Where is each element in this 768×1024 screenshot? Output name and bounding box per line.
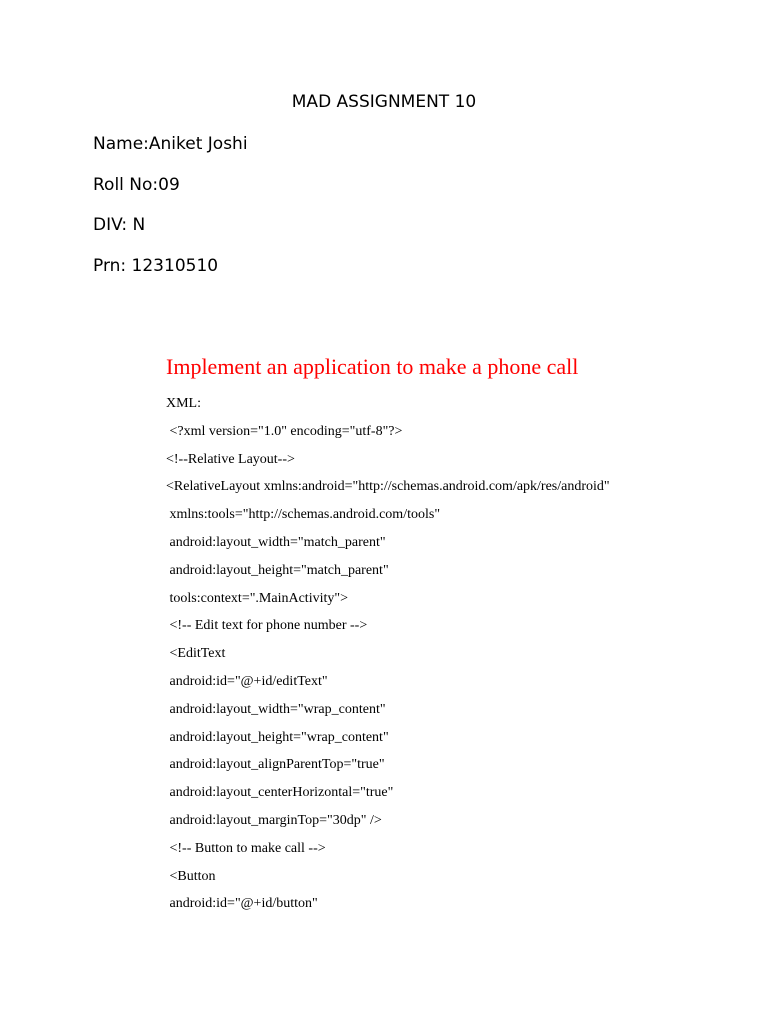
code-line: android:layout_centerHorizontal="true" xyxy=(166,785,394,801)
prn-number: Prn: 12310510 xyxy=(93,256,219,276)
code-line: <!--Relative Layout--> xyxy=(166,451,295,467)
code-line: android:layout_height="wrap_content" xyxy=(166,729,389,745)
code-line: android:layout_height="match_parent" xyxy=(166,562,389,578)
xml-code-block xyxy=(166,394,610,922)
division: DIV: N xyxy=(93,215,146,235)
code-line: <!-- Edit text for phone number --> xyxy=(166,618,368,634)
roll-number: Roll No:09 xyxy=(93,175,180,195)
code-line: XML: xyxy=(166,396,201,411)
code-line: android:id="@+id/button" xyxy=(166,896,318,912)
code-line: tools:context=".MainActivity"> xyxy=(166,590,348,606)
code-line: <?xml version="1.0" encoding="utf-8"?> xyxy=(166,423,403,439)
document-title: MAD ASSIGNMENT 10 xyxy=(291,92,477,112)
assignment-heading: Implement an application to make a phone call xyxy=(166,354,579,379)
code-line: <EditText xyxy=(166,646,226,662)
code-line: android:layout_width="wrap_content" xyxy=(166,701,386,717)
code-line: android:layout_marginTop="30dp" /> xyxy=(166,812,382,828)
code-line: <!-- Button to make call --> xyxy=(166,840,326,856)
student-name: Name:Aniket Joshi xyxy=(93,134,248,154)
code-line: android:layout_width="match_parent" xyxy=(166,534,386,550)
code-line: <Button xyxy=(166,868,216,884)
code-line: android:layout_alignParentTop="true" xyxy=(166,757,385,773)
code-line: android:id="@+id/editText" xyxy=(166,673,328,689)
code-line: <RelativeLayout xmlns:android="http://schemas.android.com/apk/res/android" xyxy=(166,479,610,495)
code-line: xmlns:tools="http://schemas.android.com/tools" xyxy=(166,507,441,523)
